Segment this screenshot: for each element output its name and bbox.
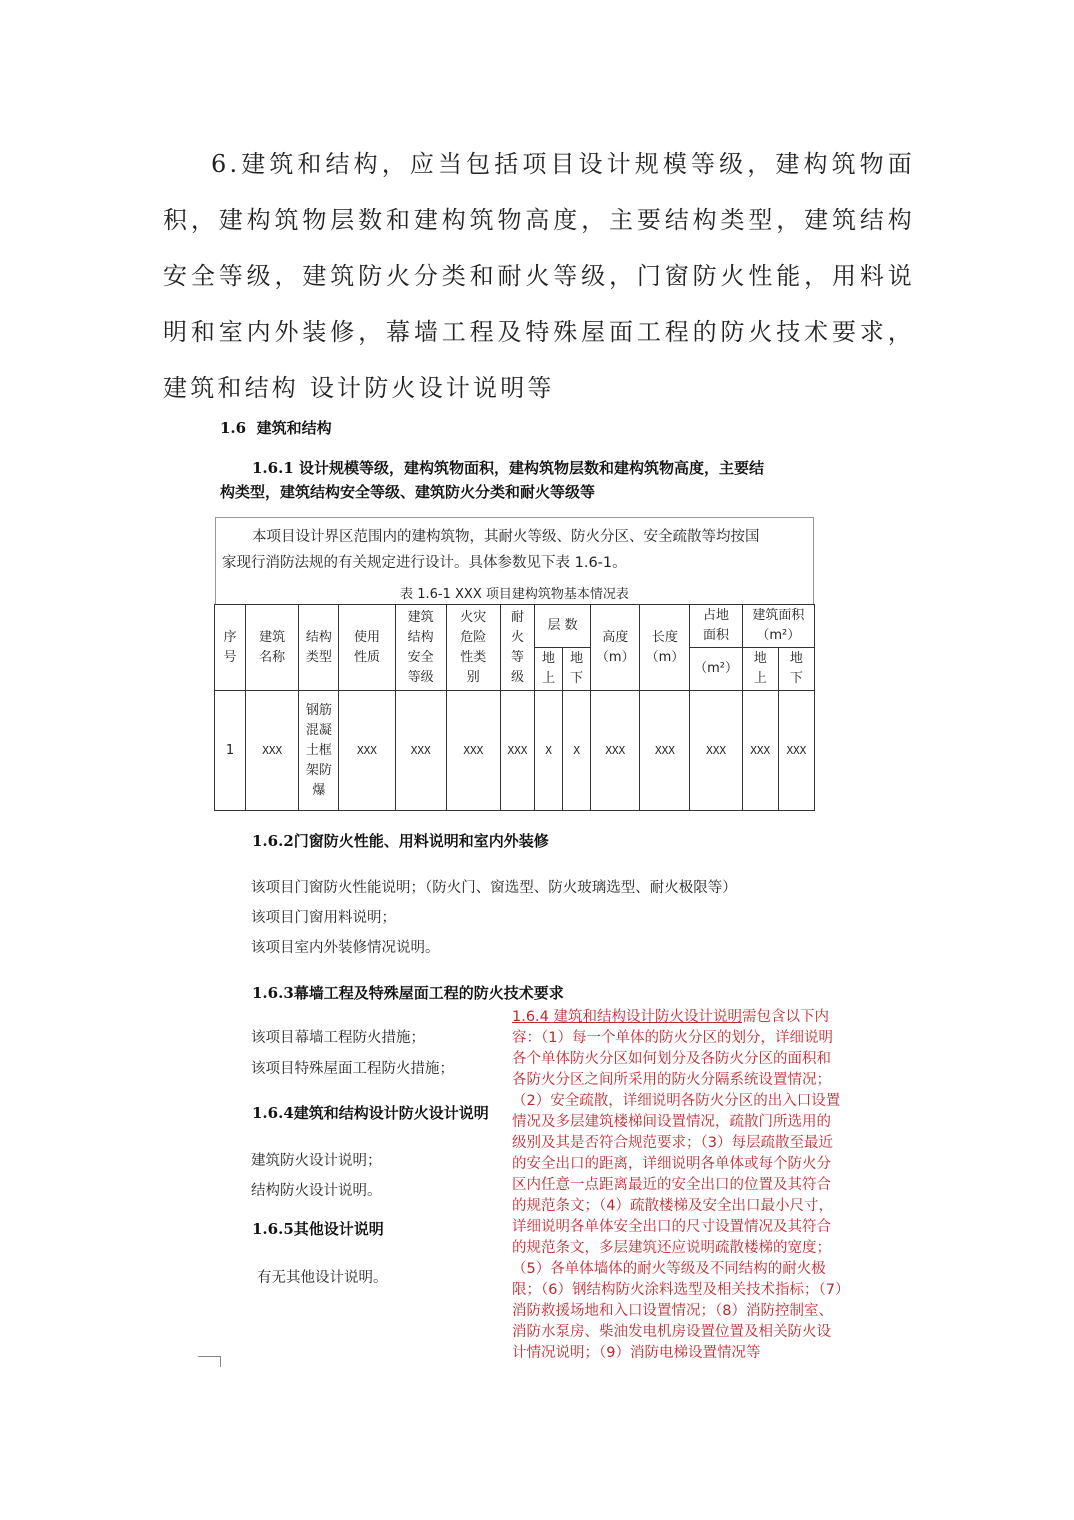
- header-floors-above: 地 上: [535, 648, 563, 691]
- building-info-table: [214, 604, 815, 811]
- annotation-line-16: 计情况说明；（9）消防电梯设置情况等: [512, 1345, 761, 1361]
- annotation-line-9: 的规范条文；（4）疏散楼梯及安全出口最小尺寸，: [512, 1198, 833, 1214]
- annotation-line-13: 限；（6）钢结构防火涂料选型及相关技术指标；（7）: [512, 1282, 850, 1298]
- header-floors-below: 地 下: [563, 648, 591, 691]
- s163-line-2: 该项目特殊屋面工程防火措施；: [251, 1061, 454, 1077]
- page-corner-mark: [198, 1356, 221, 1367]
- cell-build-area-below: XXX: [778, 691, 814, 811]
- header-area: 占地 面积: [690, 605, 742, 648]
- subsection-165-title: 其他设计说明: [293, 1220, 384, 1238]
- subsection-163-heading: [252, 981, 564, 1005]
- subsection-161-number: 1.6.1: [252, 459, 294, 477]
- subsection-163-number: 1.6.3: [252, 984, 294, 1002]
- annotation-line-2: 各个单体防火分区如何划分及各防火分区的面积和: [512, 1051, 831, 1067]
- annotation-line-5: 情况及多层建筑楼梯间设置情况，疏散门所选用的: [512, 1114, 831, 1130]
- cell-seq: 1: [215, 691, 246, 811]
- s162-line-2: 该项目门窗用料说明；: [251, 910, 396, 926]
- header-area-unit: （m²）: [690, 648, 742, 691]
- table-intro-line2: 家现行消防法规的有关规定进行设计。具体参数见下表 1.6-1。: [222, 555, 627, 571]
- subsection-161-title-line2: 构类型，建筑结构安全等级、建筑防火分类和耐火等级等: [220, 483, 596, 501]
- cell-floors-above: X: [535, 691, 563, 811]
- s162-line-1: 该项目门窗防火性能说明；（防火门、窗选型、防火玻璃选型、耐火极限等）: [251, 880, 737, 896]
- s162-line-3: 该项目室内外装修情况说明。: [251, 940, 440, 956]
- annotation-underlined-heading: 1.6.4 建筑和结构设计防火设计说明: [512, 1009, 743, 1025]
- cell-name: XXX: [246, 691, 299, 811]
- subsection-162-number: 1.6.2: [252, 832, 294, 850]
- annotation-line-8: 区内任意一点距离最近的安全出口的位置及其符合: [512, 1177, 831, 1193]
- header-fire-resistance: 耐 火 等 级: [500, 605, 534, 691]
- header-seq: 序 号: [215, 605, 246, 691]
- subsection-161-heading: [220, 456, 800, 504]
- s164-line-1: 建筑防火设计说明；: [251, 1153, 382, 1169]
- intro-text: 6.建筑和结构，应当包括项目设计规模等级，建构筑物面积，建构筑物层数和建构筑物高度，主要结构类型，建筑结构安全等级，建筑防火分类和耐火等级，门窗防火性能，用料说明和室内外装修，幕墙工程及特殊屋面工程的防火技术要求，建筑和结构 设计防火设计说明等: [163, 150, 915, 402]
- cell-struct: 钢筋 混凝 土框 架防 爆: [299, 691, 339, 811]
- red-annotation-note: [512, 1007, 874, 1364]
- annotation-line-4: （2）安全疏散，详细说明各防火分区的出入口设置: [512, 1093, 841, 1109]
- cell-fire-resistance: XXX: [500, 691, 534, 811]
- header-use: 使用 性质: [339, 605, 395, 691]
- annotation-line-11: 的规范条文，多层建筑还应说明疏散楼梯的宽度；: [512, 1240, 831, 1256]
- subsection-164-title: 建筑和结构设计防火设计说明: [293, 1104, 489, 1122]
- annotation-line-14: 消防救援场地和入口设置情况；（8）消防控制室、: [512, 1303, 833, 1319]
- annotation-line-3: 各防火分区之间所采用的防火分隔系统设置情况；: [512, 1072, 831, 1088]
- table-header-row-1: [215, 605, 815, 648]
- cell-fire-risk: XXX: [446, 691, 500, 811]
- table-caption: 表 1.6-1 XXX 项目建构筑物基本情况表: [400, 587, 629, 602]
- section-number: 1.6: [220, 419, 247, 437]
- header-struct: 结构 类型: [299, 605, 339, 691]
- subsection-165-heading: [252, 1217, 384, 1241]
- cell-use: XXX: [339, 691, 395, 811]
- subsection-165-number: 1.6.5: [252, 1220, 294, 1238]
- section-heading: [220, 417, 332, 438]
- subsection-164-number: 1.6.4: [252, 1104, 294, 1122]
- table-intro-line1: 本项目设计界区范围内的建构筑物，其耐火等级、防火分区、安全疏散等均按国: [252, 529, 760, 545]
- annotation-line-6: 级别及其是否符合规范要求；（3）每层疏散至最近: [512, 1135, 833, 1151]
- header-build-area-above: 地 上: [742, 648, 778, 691]
- subsection-164-heading: [252, 1101, 489, 1125]
- cell-area: XXX: [690, 691, 742, 811]
- subsection-161-title-line1: 设计规模等级，建构筑物面积，建构筑物层数和建构筑物高度，主要结: [299, 459, 765, 477]
- header-build-area-below: 地 下: [778, 648, 814, 691]
- table-row: [215, 691, 815, 811]
- s163-line-1: 该项目幕墙工程防火措施；: [251, 1030, 425, 1046]
- annotation-line-7: 的安全出口的距离，详细说明各单体或每个防火分: [512, 1156, 831, 1172]
- annotation-line-10: 详细说明各单体安全出口的尺寸设置情况及其符合: [512, 1219, 831, 1235]
- header-name: 建筑 名称: [246, 605, 299, 691]
- intro-paragraph: [163, 136, 915, 416]
- header-height: 高度 （m）: [591, 605, 640, 691]
- header-floors: 层 数: [535, 605, 591, 648]
- subsection-163-title: 幕墙工程及特殊屋面工程的防火技术要求: [293, 984, 564, 1002]
- subsection-162-heading: [252, 829, 549, 853]
- header-safety: 建筑 结构 安全 等级: [395, 605, 446, 691]
- header-length: 长度 （m）: [640, 605, 690, 691]
- section-title: 建筑和结构: [256, 419, 332, 437]
- cell-floors-below: X: [563, 691, 591, 811]
- annotation-line-15: 消防水泵房、柴油发电机房设置位置及相关防火设: [512, 1324, 831, 1340]
- header-fire-risk: 火灾 危险 性类 别: [446, 605, 500, 691]
- cell-length: XXX: [640, 691, 690, 811]
- s165-line: 有无其他设计说明。: [257, 1270, 388, 1286]
- cell-safety: XXX: [395, 691, 446, 811]
- annotation-line-0: 需包含以下内: [742, 1009, 830, 1025]
- cell-build-area-above: XXX: [742, 691, 778, 811]
- cell-height: XXX: [591, 691, 640, 811]
- annotation-line-12: （5）各单体墙体的耐火等级及不同结构的耐火极: [512, 1261, 826, 1277]
- subsection-162-title: 门窗防火性能、用料说明和室内外装修: [293, 832, 549, 850]
- s164-line-2: 结构防火设计说明。: [251, 1183, 382, 1199]
- annotation-line-1: 容：（1）每一个单体的防火分区的划分，详细说明: [512, 1030, 833, 1046]
- header-build-area: 建筑面积 （m²）: [742, 605, 814, 648]
